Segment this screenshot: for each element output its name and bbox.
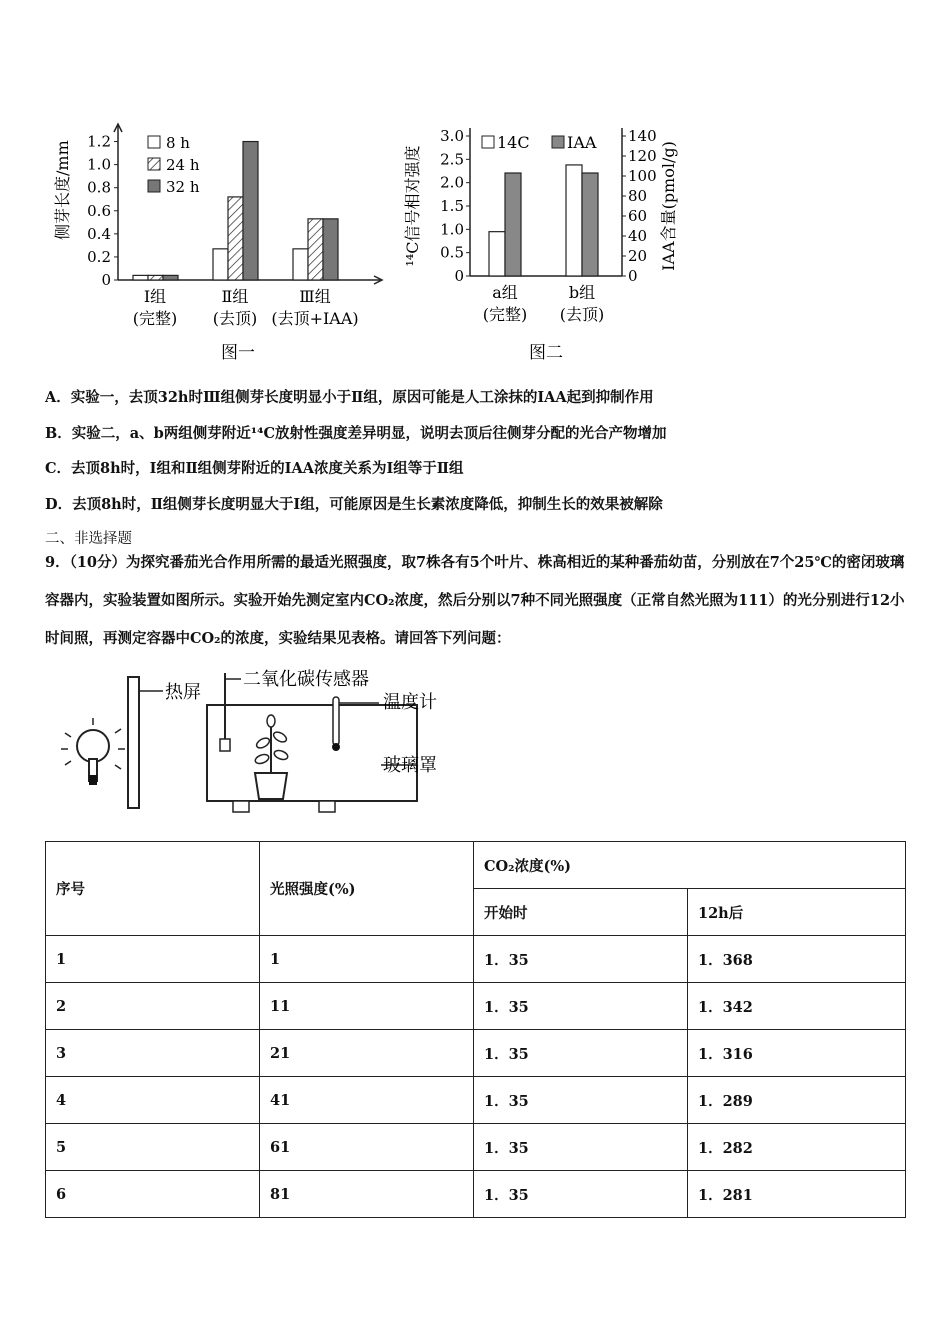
- header-start: 开始时: [474, 889, 688, 936]
- legend-label: 8 h: [166, 134, 190, 152]
- legend-label: 32 h: [166, 178, 200, 196]
- bar: [148, 275, 163, 280]
- legend-swatch: [552, 136, 564, 148]
- legend-label: 24 h: [166, 156, 200, 174]
- glass-cover: [207, 705, 417, 801]
- y-tick-label-left: 0: [454, 267, 464, 285]
- y-tick-label-left: 2.0: [440, 173, 464, 192]
- bar: [228, 197, 243, 280]
- section-title: 二、非选择题: [45, 531, 132, 547]
- y-tick-label-left: 0.5: [440, 243, 464, 262]
- cell-after: 1．289: [688, 1077, 906, 1124]
- x-tick-sublabel: (去顶+IAA): [271, 309, 359, 328]
- legend-swatch: [482, 136, 494, 148]
- cell-index: 2: [46, 983, 260, 1030]
- heat-screen: [128, 677, 139, 808]
- cell-start: 1．35: [474, 1124, 688, 1171]
- figure-two-chart: [400, 118, 700, 368]
- y-tick-label-right: 20: [628, 247, 648, 265]
- apparatus-diagram: [55, 663, 475, 823]
- cell-after: 1．281: [688, 1171, 906, 1218]
- bar: [489, 232, 505, 276]
- y-tick-label-right: 40: [628, 227, 648, 245]
- option-a: A．实验一，去顶32h时Ⅲ组侧芽长度明显小于Ⅱ组，原因可能是人工涂抹的IAA起到抑制作用: [45, 389, 654, 406]
- cell-light: 11: [260, 983, 474, 1030]
- question-text: 9．（10分）为探究番茄光合作用所需的最适光照强度，取7株各有5个叶片、株高相近的某种番茄幼苗，分别放在7个25℃的密闭玻璃容器内，实验装置如图所示。实验开始先测定室内CO₂浓度，然后分别以7种不同光照强度（正常自然光照为111）的光分别进行12小时间照，再测定容器中CO₂的浓度，实验结果见表格。请回答下列问题：: [45, 554, 905, 647]
- cell-start: 1．35: [474, 1077, 688, 1124]
- cell-index: 3: [46, 1030, 260, 1077]
- x-tick-label: Ⅲ组: [299, 287, 331, 306]
- bar: [243, 142, 258, 280]
- y-tick-label: 0.2: [87, 247, 111, 266]
- y-tick-label: 0.4: [87, 224, 111, 243]
- y-axis-label: 侧芽长度/mm: [53, 140, 72, 240]
- y-tick-label-left: 1.0: [440, 220, 464, 239]
- bar: [133, 275, 148, 280]
- y-axis-label-right: IAA含量(pmol/g): [659, 141, 678, 271]
- cell-index: 4: [46, 1077, 260, 1124]
- figure-caption: 图一: [221, 343, 255, 363]
- header-co2: CO₂浓度(%): [474, 842, 906, 889]
- y-tick-label: 0: [101, 271, 111, 289]
- co2-sensor-label: 二氧化碳传感器: [243, 669, 369, 690]
- cell-index: 1: [46, 936, 260, 983]
- cell-after: 1．316: [688, 1030, 906, 1077]
- cell-start: 1．35: [474, 936, 688, 983]
- bar: [213, 249, 228, 280]
- legend-label: 14C: [497, 133, 530, 152]
- figure-one-chart: [40, 118, 390, 368]
- cell-light: 21: [260, 1030, 474, 1077]
- glass-cover-label: 玻璃罩: [383, 755, 437, 776]
- bar: [582, 173, 598, 276]
- bar: [293, 249, 308, 280]
- legend-label: IAA: [567, 133, 597, 152]
- cell-index: 5: [46, 1124, 260, 1171]
- bar: [308, 219, 323, 280]
- cell-after: 1．342: [688, 983, 906, 1030]
- cell-index: 6: [46, 1171, 260, 1218]
- y-tick-label-right: 80: [628, 187, 648, 205]
- x-tick-sublabel: (完整): [482, 305, 528, 324]
- bar: [505, 173, 521, 276]
- bar: [566, 165, 582, 276]
- x-tick-label: a组: [492, 283, 518, 302]
- x-tick-label: Ⅰ组: [143, 287, 167, 306]
- results-table: [45, 841, 906, 1218]
- option-b: B．实验二，a、b两组侧芽附近¹⁴C放射性强度差异明显，说明去顶后往侧芽分配的光合产物增加: [45, 425, 667, 442]
- bar: [163, 275, 178, 280]
- cell-light: 41: [260, 1077, 474, 1124]
- table-row: [46, 983, 906, 1030]
- cell-after: 1．368: [688, 936, 906, 983]
- legend-swatch: [148, 180, 160, 192]
- y-tick-label-right: 60: [628, 207, 648, 225]
- y-tick-label-left: 1.5: [440, 197, 464, 215]
- option-c: C．去顶8h时，Ⅰ组和Ⅱ组侧芽附近的IAA浓度关系为Ⅰ组等于Ⅱ组: [45, 460, 464, 477]
- table-row: [46, 936, 906, 983]
- light-bulb-icon: [61, 718, 125, 785]
- x-tick-sublabel: (去顶): [559, 305, 605, 324]
- header-light: 光照强度(%): [260, 842, 474, 936]
- y-tick-label: 1.2: [87, 132, 111, 151]
- table-row: [46, 1124, 906, 1171]
- figure-caption: 图二: [529, 343, 563, 363]
- bar: [323, 219, 338, 280]
- x-tick-label: Ⅱ组: [221, 287, 249, 306]
- header-after: 12h后: [688, 889, 906, 936]
- cell-light: 81: [260, 1171, 474, 1218]
- y-tick-label: 0.6: [87, 201, 111, 220]
- y-axis-label-left: ¹⁴C信号相对强度: [403, 145, 422, 267]
- x-tick-sublabel: (去顶): [212, 309, 258, 328]
- y-tick-label-right: 140: [628, 127, 657, 145]
- table-row: [46, 1077, 906, 1124]
- heat-screen-label: 热屏: [165, 682, 201, 703]
- cell-start: 1．35: [474, 1171, 688, 1218]
- cell-start: 1．35: [474, 1030, 688, 1077]
- x-tick-label: b组: [568, 283, 596, 302]
- y-tick-label: 1.0: [87, 155, 111, 174]
- cell-light: 1: [260, 936, 474, 983]
- y-tick-label-right: 0: [628, 267, 638, 285]
- cell-start: 1．35: [474, 983, 688, 1030]
- legend-swatch: [148, 136, 160, 148]
- table-row: [46, 1171, 906, 1218]
- thermometer-label: 温度计: [383, 692, 437, 713]
- y-tick-label-right: 100: [628, 167, 657, 185]
- thermometer-icon: [332, 697, 340, 751]
- legend-swatch: [148, 158, 160, 170]
- y-tick-label-right: 120: [628, 147, 657, 165]
- header-index: 序号: [46, 842, 260, 936]
- y-tick-label-left: 3.0: [440, 127, 464, 145]
- x-tick-sublabel: (完整): [132, 309, 178, 328]
- cell-after: 1．282: [688, 1124, 906, 1171]
- option-d: D．去顶8h时，Ⅱ组侧芽长度明显大于Ⅰ组，可能原因是生长素浓度降低，抑制生长的效果被解除: [45, 496, 663, 513]
- table-row: [46, 1030, 906, 1077]
- cell-light: 61: [260, 1124, 474, 1171]
- y-tick-label: 0.8: [87, 178, 111, 197]
- y-tick-label-left: 2.5: [440, 150, 464, 169]
